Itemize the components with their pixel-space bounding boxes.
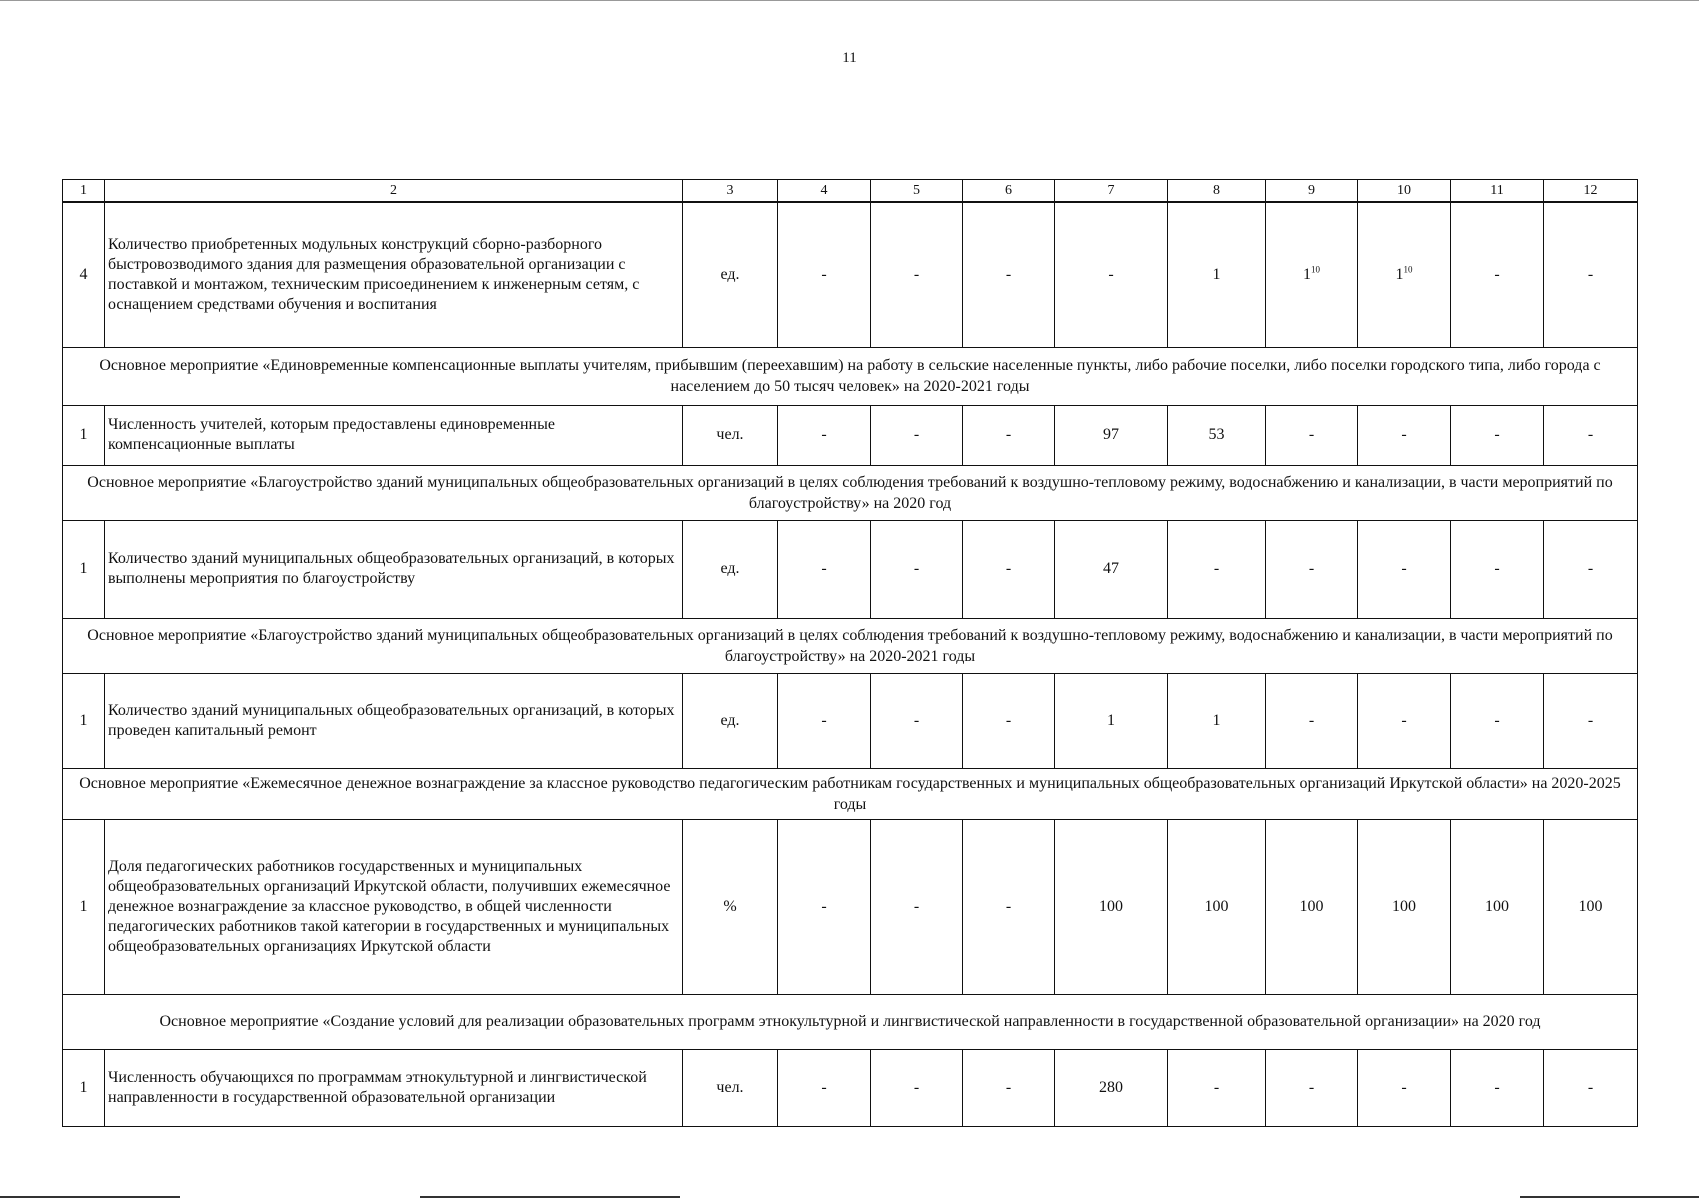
table-row xyxy=(63,405,1638,465)
value-cell: - xyxy=(1358,405,1451,465)
footnote-mark: 10 xyxy=(1311,264,1320,275)
value-text: 1 xyxy=(1395,265,1404,283)
col-number: 3 xyxy=(683,180,778,203)
value-cell: 100 xyxy=(1266,819,1358,994)
value-cell: - xyxy=(963,673,1055,768)
table-row xyxy=(63,819,1638,994)
col-number: 4 xyxy=(778,180,871,203)
value-cell: - xyxy=(1451,673,1544,768)
unit-cell: % xyxy=(683,819,778,994)
value-cell: 97 xyxy=(1055,405,1168,465)
unit-cell: ед. xyxy=(683,202,778,347)
scan-edge-bottom-left xyxy=(0,1196,180,1198)
section-title: Основное мероприятие «Благоустройство зданий муниципальных общеобразовательных организаций в целях соблюдения требований к воздушно-тепловому режиму, водоснабжению и канализации, в части мероприятий по благоустройству» на 2020 год xyxy=(63,465,1638,520)
col-number: 6 xyxy=(963,180,1055,203)
value-cell: - xyxy=(963,202,1055,347)
value-cell: - xyxy=(871,520,963,618)
row-number: 1 xyxy=(63,1049,105,1126)
footnote-mark: 10 xyxy=(1403,264,1413,275)
indicator-name: Численность обучающихся по программам этнокультурной и лингвистической направленности в государственной образовательной организации xyxy=(105,1049,683,1126)
row-number: 1 xyxy=(63,405,105,465)
value-cell xyxy=(1266,202,1358,347)
indicators-table xyxy=(62,179,1638,1127)
value-cell: - xyxy=(1544,1049,1638,1126)
col-number: 1 xyxy=(63,180,105,203)
value-cell: - xyxy=(778,673,871,768)
col-number: 5 xyxy=(871,180,963,203)
value-cell: - xyxy=(871,202,963,347)
section-title: Основное мероприятие «Создание условий для реализации образовательных программ этнокультурной и лингвистической направленности в государственной образовательной организации» на 2020 год xyxy=(63,994,1638,1049)
value-cell: - xyxy=(1544,202,1638,347)
value-cell: 100 xyxy=(1168,819,1266,994)
indicator-name: Численность учителей, которым предоставлены единовременные компенсационные выплаты xyxy=(105,405,683,465)
value-cell: - xyxy=(1451,202,1544,347)
section-row xyxy=(63,347,1638,405)
value-cell: - xyxy=(1544,673,1638,768)
section-title: Основное мероприятие «Благоустройство зданий муниципальных общеобразовательных организаций в целях соблюдения требований к воздушно-тепловому режиму, водоснабжению и канализации, в части мероприятий по благоустройству» на 2020-2021 годы xyxy=(63,618,1638,673)
col-number: 8 xyxy=(1168,180,1266,203)
scan-edge-bottom-mid xyxy=(420,1196,680,1198)
value-cell: - xyxy=(963,1049,1055,1126)
value-cell: - xyxy=(1055,202,1168,347)
value-cell: - xyxy=(871,1049,963,1126)
value-cell: - xyxy=(871,673,963,768)
value-cell: 1 xyxy=(1168,673,1266,768)
value-cell: 100 xyxy=(1055,819,1168,994)
value-cell xyxy=(1358,202,1451,347)
value-cell: - xyxy=(778,202,871,347)
unit-cell: ед. xyxy=(683,673,778,768)
value-cell: - xyxy=(1451,405,1544,465)
col-number: 11 xyxy=(1451,180,1544,203)
value-cell: - xyxy=(1168,1049,1266,1126)
section-row xyxy=(63,768,1638,819)
value-cell: - xyxy=(778,819,871,994)
col-number: 9 xyxy=(1266,180,1358,203)
page-number: 11 xyxy=(842,50,857,66)
value-cell: - xyxy=(1451,1049,1544,1126)
value-cell: - xyxy=(1451,520,1544,618)
value-cell: - xyxy=(963,520,1055,618)
value-cell: 1 xyxy=(1055,673,1168,768)
value-cell: - xyxy=(871,819,963,994)
value-cell: - xyxy=(963,819,1055,994)
value-cell: - xyxy=(1544,520,1638,618)
table-row xyxy=(63,673,1638,768)
value-cell: - xyxy=(871,405,963,465)
table-row xyxy=(63,1049,1638,1126)
section-row xyxy=(63,465,1638,520)
value-cell: - xyxy=(1168,520,1266,618)
col-number: 10 xyxy=(1358,180,1451,203)
value-cell: - xyxy=(778,1049,871,1126)
value-cell: - xyxy=(1266,673,1358,768)
section-title: Основное мероприятие «Единовременные компенсационные выплаты учителям, прибывшим (переехавшим) на работу в сельские населенные пункты, либо рабочие поселки, либо поселки городского типа, либо города с населением до 50 тысяч человек» на 2020-2021 годы xyxy=(63,347,1638,405)
column-number-row xyxy=(63,180,1638,203)
unit-cell: ед. xyxy=(683,520,778,618)
row-number: 1 xyxy=(63,673,105,768)
row-number: 4 xyxy=(63,202,105,347)
unit-cell: чел. xyxy=(683,405,778,465)
scan-edge-top xyxy=(0,0,1699,1)
unit-cell: чел. xyxy=(683,1049,778,1126)
value-cell: - xyxy=(1266,405,1358,465)
value-cell: 100 xyxy=(1544,819,1638,994)
value-cell: 53 xyxy=(1168,405,1266,465)
indicator-name: Количество приобретенных модульных конструкций сборно-разборного быстровозводимого здания для размещения образовательной организации с поставкой и монтажом, техническим присоединением к инженерным сетям, с оснащением средствами обучения и воспитания xyxy=(105,202,683,347)
value-cell: - xyxy=(1358,673,1451,768)
col-number: 2 xyxy=(105,180,683,203)
scan-edge-bottom-right xyxy=(1520,1196,1699,1198)
value-cell: 47 xyxy=(1055,520,1168,618)
col-number: 12 xyxy=(1544,180,1638,203)
section-row xyxy=(63,994,1638,1049)
table-row xyxy=(63,520,1638,618)
section-title: Основное мероприятие «Ежемесячное денежное вознаграждение за классное руководство педагогическим работникам государственных и муниципальных общеобразовательных организаций Иркутской области» на 2020-2025 годы xyxy=(63,768,1638,819)
value-cell: - xyxy=(1266,520,1358,618)
value-cell: - xyxy=(778,520,871,618)
value-cell: 1 xyxy=(1168,202,1266,347)
value-text: 1 xyxy=(1303,265,1311,283)
row-number: 1 xyxy=(63,819,105,994)
value-cell: 280 xyxy=(1055,1049,1168,1126)
value-cell: - xyxy=(1358,520,1451,618)
value-cell: - xyxy=(778,405,871,465)
value-cell: - xyxy=(1266,1049,1358,1126)
section-row xyxy=(63,618,1638,673)
value-cell: 100 xyxy=(1358,819,1451,994)
value-cell: - xyxy=(963,405,1055,465)
value-cell: - xyxy=(1544,405,1638,465)
table-row xyxy=(63,202,1638,347)
indicator-name: Количество зданий муниципальных общеобразовательных организаций, в которых выполнены мероприятия по благоустройству xyxy=(105,520,683,618)
indicator-name: Доля педагогических работников государственных и муниципальных общеобразовательных организаций Иркутской области, получивших ежемесячное денежное вознаграждение за классное руководство, в общей численности педагогических работников такой категории в государственных и муниципальных общеобразовательных организациях Иркутской области xyxy=(105,819,683,994)
indicator-name: Количество зданий муниципальных общеобразовательных организаций, в которых проведен капитальный ремонт xyxy=(105,673,683,768)
col-number: 7 xyxy=(1055,180,1168,203)
row-number: 1 xyxy=(63,520,105,618)
value-cell: - xyxy=(1358,1049,1451,1126)
value-cell: 100 xyxy=(1451,819,1544,994)
